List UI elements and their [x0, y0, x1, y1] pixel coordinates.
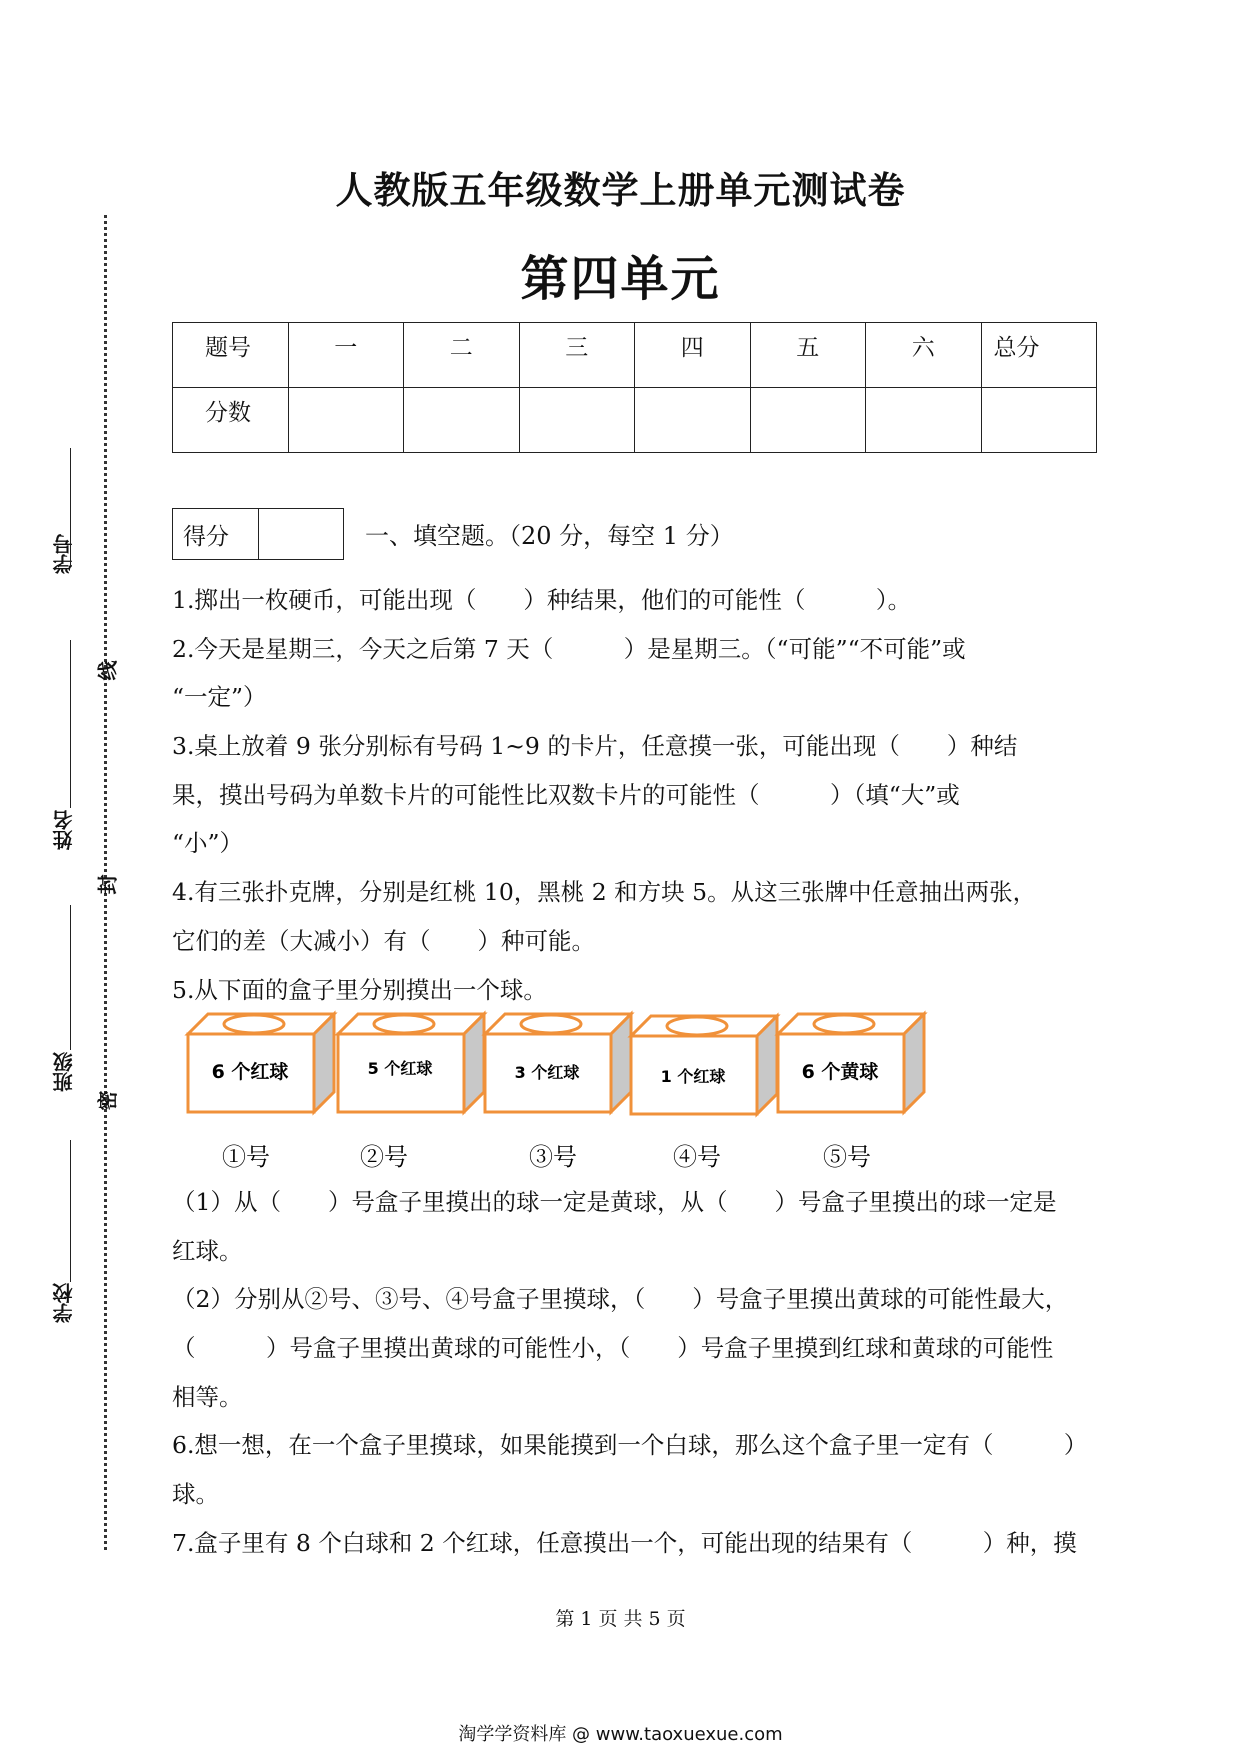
margin-fill-line	[70, 905, 71, 1050]
margin-label-student-id: 学号	[52, 534, 76, 574]
score-cell[interactable]	[519, 388, 635, 453]
box-3-number: ③号	[529, 1143, 577, 1170]
question-3-line-3: “小”）	[172, 829, 244, 857]
score-table-header: 一	[288, 323, 404, 388]
margin-label-class: 班级	[52, 1052, 76, 1092]
ball-box-2	[338, 1014, 484, 1112]
margin-label-school: 学校	[52, 1283, 76, 1323]
question-3-line-1: 3.桌上放着 9 张分别标有号码 1~9 的卡片，任意摸一张，可能出现（ ）种结	[172, 732, 1018, 760]
margin-fill-line	[70, 640, 71, 808]
box-2-label: 5 个红球	[367, 1059, 433, 1078]
seal-word-secret: 密	[95, 1090, 120, 1111]
score-cell[interactable]	[981, 388, 1097, 453]
source-watermark: 淘学学资料库 @ www.taoxuexue.com	[458, 1724, 783, 1745]
score-table	[172, 322, 1097, 453]
ball-box-4	[631, 1016, 777, 1114]
box-5-label: 6 个黄球	[801, 1061, 879, 1083]
score-table-header: 题号	[173, 323, 289, 388]
margin-label-name: 姓名	[52, 810, 76, 850]
unit-title: 第四单元	[520, 251, 721, 307]
page-number: 第 1 页 共 5 页	[555, 1608, 686, 1630]
section-score-box	[172, 508, 344, 560]
question-5: 5.从下面的盒子里分别摸出一个球。	[172, 976, 547, 1004]
question-6-line-2: 球。	[172, 1480, 219, 1508]
box-3-label: 3 个红球	[514, 1063, 580, 1082]
ball-box-3	[485, 1014, 631, 1112]
score-cell[interactable]	[750, 388, 866, 453]
score-table-header: 三	[519, 323, 635, 388]
score-table-header-row	[173, 323, 1097, 388]
ball-box-1	[188, 1014, 334, 1112]
box-5-number: ⑤号	[823, 1143, 871, 1170]
score-cell[interactable]	[288, 388, 404, 453]
question-2-line-2: “一定”）	[172, 683, 267, 711]
score-cell[interactable]	[866, 388, 982, 453]
question-3-line-2: 果，摸出号码为单数卡片的可能性比双数卡片的可能性（ ）（填“大”或	[172, 781, 960, 809]
ball-boxes-figure	[180, 1010, 960, 1170]
score-table-header: 二	[404, 323, 520, 388]
section-score-input[interactable]	[259, 509, 343, 559]
section-title: 一、填空题。（20 分，每空 1 分）	[365, 522, 734, 550]
question-4-line-2: 它们的差（大减小）有（ ）种可能。	[172, 927, 595, 955]
question-6-line-1: 6.想一想，在一个盒子里摸球，如果能摸到一个白球，那么这个盒子里一定有（ ）	[172, 1431, 1088, 1459]
question-5-1-line-2: 红球。	[172, 1237, 243, 1265]
box-4-label: 1 个红球	[660, 1067, 726, 1086]
question-5-2-line-1: （2）分别从②号、③号、④号盒子里摸球，（ ）号盒子里摸出黄球的可能性最大，	[172, 1285, 1069, 1313]
score-table-header: 五	[750, 323, 866, 388]
score-cell[interactable]	[404, 388, 520, 453]
exam-title: 人教版五年级数学上册单元测试卷	[335, 169, 906, 212]
question-1: 1.掷出一枚硬币，可能出现（ ）种结果，他们的可能性（ ）。	[172, 586, 912, 614]
ball-box-5	[778, 1014, 924, 1112]
margin-fill-line	[70, 1140, 71, 1282]
score-table-score-row	[173, 388, 1097, 453]
seal-word-line: 线	[95, 660, 120, 681]
score-cell[interactable]	[635, 388, 751, 453]
section-score-label: 得分	[173, 509, 259, 559]
question-7-line-1: 7.盒子里有 8 个白球和 2 个红球，任意摸出一个，可能出现的结果有（ ）种，摸	[172, 1529, 1077, 1557]
question-4-line-1: 4.有三张扑克牌，分别是红桃 10，黑桃 2 和方块 5。从这三张牌中任意抽出两张，	[172, 878, 1037, 906]
box-1-label: 6 个红球	[211, 1061, 289, 1083]
score-row-label: 分数	[173, 388, 289, 453]
seal-word-seal: 封	[95, 874, 120, 895]
score-table-header: 四	[635, 323, 751, 388]
box-4-number: ④号	[673, 1143, 721, 1170]
question-5-2-line-3: 相等。	[172, 1383, 243, 1411]
box-1-number: ①号	[222, 1143, 270, 1170]
box-2-number: ②号	[360, 1143, 408, 1170]
margin-fill-line	[70, 448, 71, 566]
score-table-header: 六	[866, 323, 982, 388]
question-2-line-1: 2.今天是星期三，今天之后第 7 天（ ）是星期三。（“可能”“不可能”或	[172, 635, 966, 663]
score-table-header: 总分	[981, 323, 1097, 388]
question-5-1-line-1: （1）从（ ）号盒子里摸出的球一定是黄球，从（ ）号盒子里摸出的球一定是	[172, 1188, 1057, 1216]
question-5-2-line-2: （ ）号盒子里摸出黄球的可能性小，（ ）号盒子里摸到红球和黄球的可能性	[172, 1334, 1054, 1362]
